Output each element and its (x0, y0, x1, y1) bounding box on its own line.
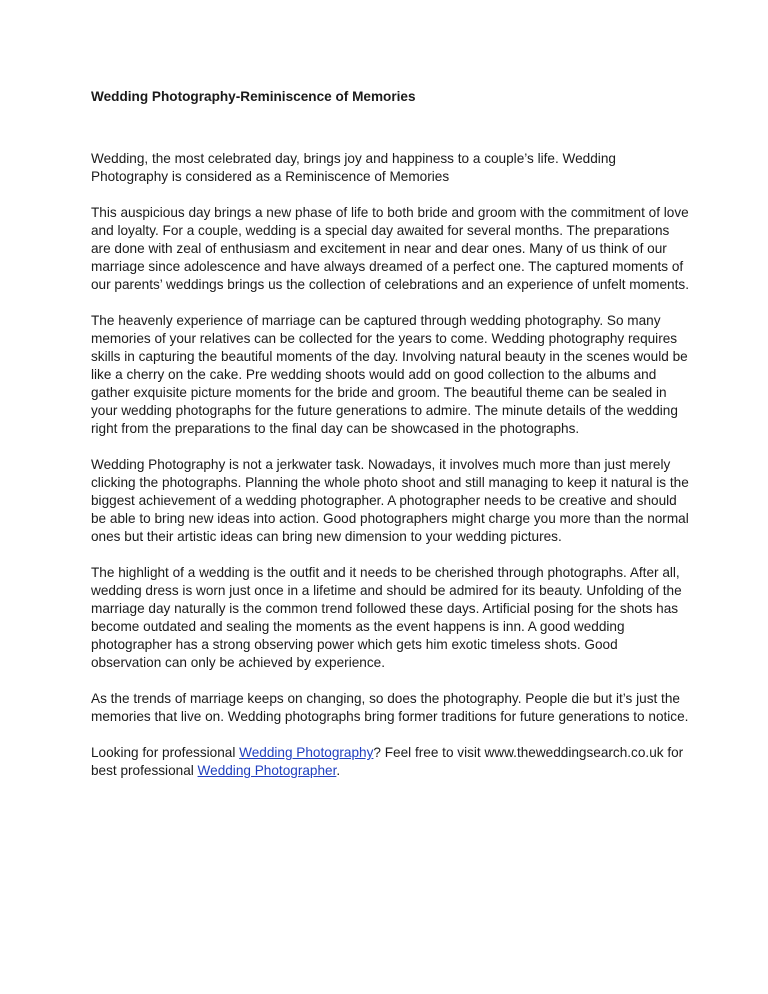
paragraph-auspicious-day: This auspicious day brings a new phase of life to both bride and groom with the commitment of love and loyalty. For a couple, wedding is a special day awaited for several months. The preparations are done with zeal of enthusiasm and excitement in near and dear ones. Many of us think of our marriage since adolescence and have always dreamed of a perfect one. The captured moments of our parents’ weddings brings us the collection of celebrations and an experience of unfelt moments. (91, 205, 689, 292)
closing-text-start: Looking for professional (91, 745, 240, 760)
paragraph-intro: Wedding, the most celebrated day, brings joy and happiness to a couple’s life. Wedding Photography is considered as a Reminiscence of Memories (91, 151, 616, 184)
document-page (91, 88, 691, 798)
document-title: Wedding Photography-Reminiscence of Memories (91, 89, 416, 104)
paragraph-closing (91, 744, 691, 780)
paragraph-trends: As the trends of marriage keeps on changing, so does the photography. People die but it’s just the memories that live on. Wedding photographs bring former traditions for future generations to notice. (91, 691, 689, 724)
paragraph-not-jerkwater-task: Wedding Photography is not a jerkwater task. Nowadays, it involves much more than just merely clicking the photographs. Planning the whole photo shoot and still managing to keep it natural is the biggest achievement of a wedding photographer. A photographer needs to be creative and should be able to bring new ideas into action. Good photographers might charge you more than the normal ones but their artistic ideas can bring new dimension to your wedding pictures. (91, 457, 689, 544)
closing-text-end: . (336, 763, 341, 778)
paragraph-heavenly-experience: The heavenly experience of marriage can be captured through wedding photography. So many memories of your relatives can be collected for the years to come. Wedding photography requires skills in capturing the beautiful moments of the day. Involving natural beauty in the scenes would be like a cherry on the cake. Pre wedding shoots would add on good collection to the albums and gather exquisite picture moments for the bride and groom. The beautiful theme can be sealed in your wedding photographs for the future generations to admire. The minute details of the wedding right from the preparations to the final day can be showcased in the photographs. (91, 313, 688, 436)
paragraph-outfit-highlight: The highlight of a wedding is the outfit and it needs to be cherished through photographs. After all, wedding dress is worn just once in a lifetime and should be admired for its beauty. Unfolding of the marriage day naturally is the common trend followed these days. Artificial posing for the shots has become outdated and sealing the moments as the event happens is inn. A good wedding photographer has a strong observing power which gets him exotic timeless shots. Good observation can only be achieved by experience. (91, 565, 682, 670)
wedding-photographer-link[interactable]: Wedding Photographer (197, 763, 337, 778)
closing-text-middle: ? Feel free to visit www.theweddingsearch.co.uk for best professional (91, 745, 684, 778)
wedding-photography-link[interactable]: Wedding Photography (239, 745, 374, 760)
